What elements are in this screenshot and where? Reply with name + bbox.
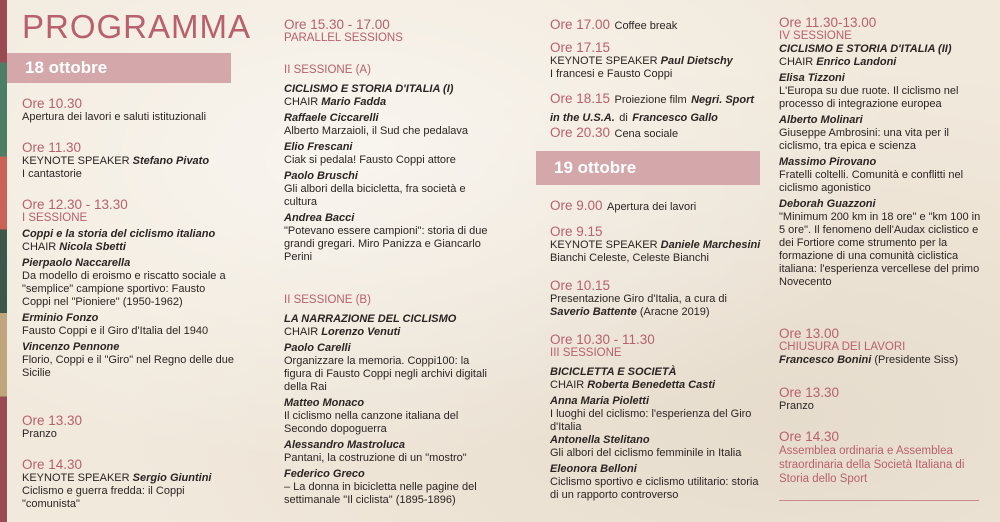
talk-title: "Potevano essere campioni": storia di due grandi gregari. Miro Panizza e Giancarlo Perini [284, 225, 488, 263]
session-label: CHIUSURA DEI LAVORI [779, 341, 906, 353]
time-label: Ore 11.30-13.00 [779, 15, 877, 30]
keynote-line [22, 472, 237, 485]
time-label: Ore 10.30 [22, 96, 83, 111]
chair-label: CHAIR [284, 326, 319, 338]
session-label: II SESSIONE (A) [284, 64, 371, 76]
talk-title: Alberto Marzaioli, il Sud che pedalava [284, 125, 469, 137]
speaker-name: Massimo Pirovano [779, 156, 877, 168]
speaker-name: Pierpaolo Naccarella [22, 257, 131, 269]
event-desc: Apertura dei lavori e saluti istituzionali [22, 111, 207, 123]
event-c3-a [550, 16, 765, 34]
closing-line [779, 354, 984, 367]
session-3 [550, 332, 765, 502]
session-title: CICLISMO E STORIA D'ITALIA (II) [779, 43, 952, 55]
talk-title: L'Europa su due ruote. Il ciclismo nel processo di integrazione europea [779, 85, 959, 110]
speaker-name: Elisa Tizzoni [779, 72, 845, 84]
divider [779, 500, 979, 501]
session-4 [779, 15, 984, 289]
page-title: PROGRAMMA [22, 8, 252, 45]
session-title: BICICLETTA E SOCIETÀ [550, 366, 677, 378]
chair-label: CHAIR [550, 379, 585, 391]
event-c4-b [779, 326, 984, 367]
time-label: Ore 13.30 [779, 385, 840, 400]
speaker-name: Eleonora Belloni [550, 463, 637, 475]
talk-title: Ciak si pedala! Fausto Coppi attore [284, 154, 456, 166]
talk-title: Gli albori del ciclismo femminile in Italia [550, 447, 742, 459]
event-desc: Pranzo [779, 400, 814, 412]
speaker-name: Paolo Carelli [284, 342, 351, 354]
film-title: Negri. Sport in the U.S.A. [550, 94, 755, 124]
session-2b [284, 294, 499, 507]
chair-name: Nicola Sbetti [59, 241, 126, 253]
event-desc: Proiezione film [614, 94, 687, 106]
speaker-name: Matteo Monaco [284, 397, 365, 409]
speaker-name: Raffaele Ciccarelli [284, 112, 379, 124]
chair-label: CHAIR [779, 56, 814, 68]
event-c4-c [779, 385, 984, 413]
speaker-name: Deborah Guazzoni [779, 198, 876, 210]
chair-line [284, 326, 499, 339]
speaker-name: Federico Greco [284, 468, 365, 480]
speaker-name: Francesco Bonini [779, 354, 872, 366]
session-label: III SESSIONE [550, 347, 622, 359]
speaker-name: Vincenzo Pennone [22, 341, 120, 353]
talk-title: Fausto Coppi e il Giro d'Italia del 1940 [22, 325, 209, 337]
keynote-label: KEYNOTE SPEAKER [22, 155, 130, 167]
keynote-line [550, 239, 765, 252]
event-c1-c [22, 197, 237, 380]
session-title: LA NARRAZIONE DEL CICLISMO [284, 313, 457, 325]
author-name: Saverio Battente [550, 306, 637, 318]
talk-title: Fratelli coltelli. Comunità e conflitti nel ciclismo agonistico [779, 169, 964, 194]
session-label: PARALLEL SESSIONS [284, 32, 403, 44]
talk-title: Ciclismo sportivo e ciclismo utilitario: storia di un rapporto controverso [550, 476, 759, 501]
speaker-name: Stefano Pivato [132, 155, 210, 167]
event-c4-d [779, 429, 984, 486]
event-desc: I francesi e Fausto Coppi [550, 68, 673, 80]
talk-title: I luoghi del ciclismo: l'esperienza del Giro d'Italia [550, 408, 752, 433]
talk-title: – La donna in bicicletta nelle pagine del settimanale "Il ciclista" (1895-1896) [284, 481, 477, 506]
time-label: Ore 17.00 [550, 17, 611, 32]
event-c1-d [22, 413, 237, 441]
speaker-name: Sergio Giuntini [132, 472, 212, 484]
session-2a [284, 64, 499, 264]
event-desc: Apertura dei lavori [606, 201, 697, 213]
event-c3-c [550, 90, 755, 126]
time-label: Ore 12.30 - 13.30 [22, 197, 128, 212]
speaker-name: Alessandro Mastroluca [284, 439, 406, 451]
publisher: (Aracne 2019) [639, 306, 710, 318]
session-label: II SESSIONE (B) [284, 294, 371, 306]
session-label: I SESSIONE [22, 212, 88, 224]
event-c3-g [550, 278, 765, 319]
book-line [550, 306, 765, 319]
event-desc: Coffee break [614, 20, 678, 32]
day-header-18: 18 ottobre [7, 53, 231, 83]
event-c1-b [22, 140, 237, 181]
time-label: Ore 17.15 [550, 40, 611, 55]
chair-line [22, 241, 237, 254]
speaker-name: Andrea Bacci [284, 212, 355, 224]
chair-name: Mario Fadda [321, 96, 387, 108]
event-desc: Bianchi Celeste, Celeste Bianchi [550, 252, 709, 264]
time-label: Ore 9.15 [550, 224, 603, 239]
speaker-name: Elio Frescani [284, 141, 353, 153]
time-label: Ore 11.30 [22, 140, 82, 155]
event-desc: Cena sociale [614, 128, 679, 140]
chair-line [550, 379, 765, 392]
speaker-role: (Presidente Siss) [874, 354, 959, 366]
event-c3-e [550, 197, 765, 215]
speaker-name: Antonella Stelitano [550, 434, 650, 446]
talk-title: Florio, Coppi e il "Giro" nel Regno delle due Sicilie [22, 354, 235, 379]
time-label: Ore 9.00 [550, 198, 603, 213]
talk-title: Gli albori della bicicletta, fra società e cultura [284, 183, 466, 208]
event-desc: Ciclismo e guerra fredda: il Coppi "comunista" [22, 485, 185, 510]
talk-title: "Minimum 200 km in 18 ore" e "km 100 in 5 ore". Il fenomeno dell'Audax ciclistico e dei Fortiore come strumento per la formazione di una comunità ciclistica italiana: l'esperienza vercellese del primo Novecento [779, 211, 981, 288]
time-label: Ore 20.30 [550, 125, 611, 140]
time-label: Ore 14.30 [779, 429, 840, 444]
time-label: Ore 18.15 [550, 91, 611, 106]
chair-name: Enrico Landoni [816, 56, 897, 68]
chair-label: CHAIR [22, 241, 57, 253]
talk-title: Da modello di eroismo e riscatto sociale a "semplice" campione sportivo: Fausto Coppi nel "Pioniere" (1950-1962) [22, 270, 226, 308]
time-label: Ore 13.00 [779, 326, 840, 341]
film-author: Francesco Gallo [632, 112, 718, 124]
event-c3-b [550, 40, 765, 81]
event-desc: Presentazione Giro d'Italia, a cura di [550, 293, 727, 305]
chair-name: Roberta Benedetta Casti [587, 379, 716, 391]
film-by: di [619, 112, 628, 124]
event-c3-f [550, 224, 765, 265]
event-desc: I cantastorie [22, 168, 82, 180]
keynote-label: KEYNOTE SPEAKER [22, 472, 130, 484]
talk-title: Organizzare la memoria. Coppi100: la figura di Fausto Coppi negli archivi digitali della Rai [284, 355, 487, 393]
day-header-19: 19 ottobre [536, 151, 760, 185]
time-label: Ore 15.30 - 17.00 [284, 17, 390, 32]
speaker-name: Paolo Bruschi [284, 170, 358, 182]
keynote-label: KEYNOTE SPEAKER [550, 239, 658, 251]
event-c1-e [22, 457, 237, 511]
chair-label: CHAIR [284, 96, 319, 108]
chair-line [779, 56, 984, 69]
talk-title: Il ciclismo nella canzone italiana del Secondo dopoguerra [284, 410, 459, 435]
keynote-label: KEYNOTE SPEAKER [550, 55, 658, 67]
session-title: Coppi e la storia del ciclismo italiano [22, 228, 216, 240]
chair-line [284, 96, 499, 109]
talk-title: Giuseppe Ambrosini: una vita per il ciclismo, tra epica e scienza [779, 127, 949, 152]
event-c2-a [284, 17, 504, 45]
assembly-desc: Assemblea ordinaria e Assemblea straordinaria della Società Italiana di Storia dello Sport [779, 445, 965, 485]
event-c1-a [22, 96, 237, 124]
session-label: IV SESSIONE [779, 30, 852, 42]
left-decoration-strip [0, 0, 7, 522]
speaker-name: Anna Maria Pioletti [550, 395, 650, 407]
chair-name: Lorenzo Venuti [321, 326, 401, 338]
keynote-line [550, 55, 765, 68]
time-label: Ore 10.15 [550, 278, 611, 293]
event-desc: Pranzo [22, 428, 57, 440]
speaker-name: Erminio Fonzo [22, 312, 99, 324]
time-label: Ore 10.30 - 11.30 [550, 332, 655, 347]
session-title: CICLISMO E STORIA D'ITALIA (I) [284, 83, 454, 95]
talk-title: Pantani, la costruzione di un "mostro" [284, 452, 467, 464]
event-c3-d [550, 124, 765, 142]
time-label: Ore 13.30 [22, 413, 83, 428]
speaker-name: Paul Dietschy [660, 55, 733, 67]
speaker-name: Daniele Marchesini [660, 239, 761, 251]
keynote-line [22, 155, 237, 168]
speaker-name: Alberto Molinari [779, 114, 863, 126]
time-label: Ore 14.30 [22, 457, 83, 472]
